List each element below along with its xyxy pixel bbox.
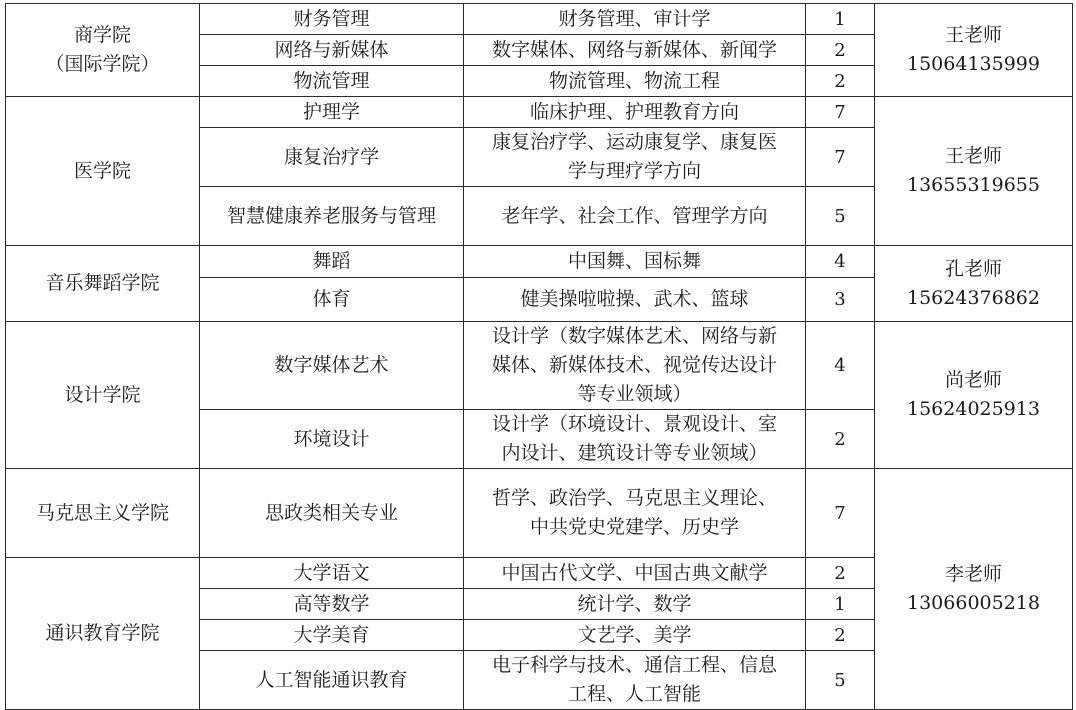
discipline-line: 中国舞、国标舞 xyxy=(567,250,701,272)
discipline-cell xyxy=(464,410,806,469)
table-row xyxy=(6,4,1073,35)
count-cell: 1 xyxy=(806,4,875,35)
major-cell: 大学美育 xyxy=(200,620,464,651)
college-name-cell xyxy=(6,97,200,246)
discipline-line: 物流管理、物流工程 xyxy=(548,69,720,92)
contact-name: 王老师 xyxy=(944,145,1002,167)
contact-name: 尚老师 xyxy=(944,369,1002,391)
contact-phone: 13655319655 xyxy=(907,174,1040,196)
discipline-line: 中国古代文学、中国古典文献学 xyxy=(501,561,768,584)
discipline-line: 财务管理、审计学 xyxy=(558,7,711,30)
contact-phone: 15624025913 xyxy=(907,398,1040,420)
discipline-line: 等专业领域） xyxy=(577,383,692,405)
count-cell: 2 xyxy=(806,410,875,469)
count-cell: 4 xyxy=(806,246,875,278)
college-name-line: 马克思主义学院 xyxy=(35,501,169,524)
discipline-line: 电子科学与技术、通信工程、信息 xyxy=(491,654,777,676)
discipline-line: 哲学、政治学、马克思主义理论、 xyxy=(491,487,777,509)
discipline-cell xyxy=(464,651,806,710)
discipline-line: 临床护理、护理教育方向 xyxy=(529,100,739,123)
college-name-cell xyxy=(6,4,200,97)
major-cell: 财务管理 xyxy=(200,4,464,35)
discipline-cell xyxy=(464,278,806,322)
contact-phone: 15064135999 xyxy=(907,53,1040,75)
discipline-line: 媒体、新媒体技术、视觉传达设计 xyxy=(491,354,777,376)
discipline-line: 健美操啦啦操、武术、篮球 xyxy=(520,288,749,310)
table-row xyxy=(6,469,1073,558)
college-name-line: 通识教育学院 xyxy=(45,622,160,644)
count-cell: 2 xyxy=(806,558,875,589)
major-cell: 智慧健康养老服务与管理 xyxy=(200,187,464,246)
discipline-line: 工程、人工智能 xyxy=(567,683,701,705)
count-cell: 7 xyxy=(806,128,875,187)
discipline-cell xyxy=(464,322,806,410)
count-cell: 3 xyxy=(806,278,875,322)
discipline-line: 文艺学、美学 xyxy=(577,623,692,646)
contact-phone: 13066005218 xyxy=(907,592,1040,614)
discipline-cell xyxy=(464,558,806,589)
discipline-line: 设计学（数字媒体艺术、网络与新 xyxy=(491,325,777,347)
college-name-cell xyxy=(6,469,200,558)
contact-cell xyxy=(875,97,1073,246)
recruitment-table xyxy=(5,3,1073,710)
discipline-cell xyxy=(464,35,806,66)
discipline-cell xyxy=(464,469,806,558)
table-row xyxy=(6,246,1073,278)
major-cell: 护理学 xyxy=(200,97,464,128)
count-cell: 4 xyxy=(806,322,875,410)
discipline-line: 数字媒体、网络与新媒体、新闻学 xyxy=(491,38,777,61)
major-cell: 舞蹈 xyxy=(200,246,464,278)
discipline-line: 学与理疗学方向 xyxy=(567,160,701,182)
major-cell: 康复治疗学 xyxy=(200,128,464,187)
contact-cell xyxy=(875,246,1073,322)
college-name-line: 设计学院 xyxy=(64,383,141,406)
discipline-cell xyxy=(464,187,806,246)
discipline-line: 康复治疗学、运动康复学、康复医 xyxy=(491,131,777,153)
major-cell: 环境设计 xyxy=(200,410,464,469)
college-name-cell xyxy=(6,246,200,322)
major-cell: 体育 xyxy=(200,278,464,322)
major-cell: 网络与新媒体 xyxy=(200,35,464,66)
major-cell: 人工智能通识教育 xyxy=(200,651,464,710)
contact-name: 王老师 xyxy=(944,24,1002,46)
discipline-cell xyxy=(464,620,806,651)
discipline-cell xyxy=(464,4,806,35)
discipline-line: 统计学、数学 xyxy=(577,592,692,615)
contact-cell xyxy=(875,4,1073,97)
discipline-cell xyxy=(464,97,806,128)
major-cell: 数字媒体艺术 xyxy=(200,322,464,410)
table-row xyxy=(6,97,1073,128)
contact-name: 李老师 xyxy=(944,563,1002,585)
major-cell: 思政类相关专业 xyxy=(200,469,464,558)
contact-cell xyxy=(875,322,1073,469)
discipline-cell xyxy=(464,589,806,620)
major-cell: 大学语文 xyxy=(200,558,464,589)
count-cell: 7 xyxy=(806,97,875,128)
discipline-cell xyxy=(464,66,806,97)
discipline-line: 设计学（环境设计、景观设计、室 xyxy=(491,413,777,435)
contact-name: 孔老师 xyxy=(944,257,1002,280)
discipline-cell xyxy=(464,246,806,278)
college-name-cell xyxy=(6,558,200,710)
count-cell: 2 xyxy=(806,620,875,651)
count-cell: 5 xyxy=(806,651,875,710)
college-name-line: 商学院 xyxy=(73,24,131,46)
count-cell: 2 xyxy=(806,66,875,97)
count-cell: 5 xyxy=(806,187,875,246)
major-cell: 物流管理 xyxy=(200,66,464,97)
contact-cell xyxy=(875,469,1073,710)
discipline-line: 内设计、建筑设计等专业领域） xyxy=(501,442,768,464)
college-name-line: 音乐舞蹈学院 xyxy=(45,272,160,294)
discipline-line: 中共党史党建学、历史学 xyxy=(529,516,739,538)
major-cell: 高等数学 xyxy=(200,589,464,620)
college-name-cell xyxy=(6,322,200,469)
discipline-cell xyxy=(464,128,806,187)
count-cell: 2 xyxy=(806,35,875,66)
count-cell: 1 xyxy=(806,589,875,620)
college-name-line: 医学院 xyxy=(73,159,131,182)
contact-phone: 15624376862 xyxy=(907,286,1040,309)
college-name-line: （国际学院） xyxy=(45,53,160,75)
table-row xyxy=(6,322,1073,410)
discipline-line: 老年学、社会工作、管理学方向 xyxy=(501,204,768,227)
count-cell: 7 xyxy=(806,469,875,558)
